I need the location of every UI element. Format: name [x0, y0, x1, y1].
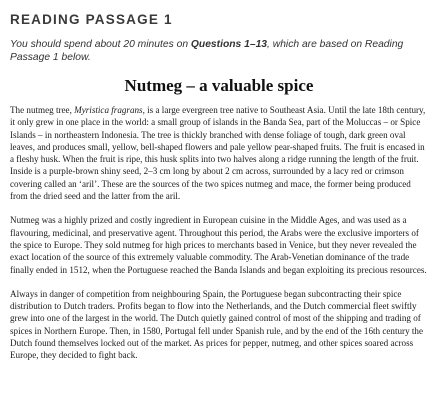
instructions-questions: Questions 1–13	[190, 39, 268, 50]
instructions-prefix: You should spend about 20 minutes on	[10, 39, 191, 50]
paragraph-1-rest: , is a large evergreen tree native to Southeast Asia. Until the late 18th century, it only grew in one place in the world: a small group of islands in the Banda Sea, part of the Moluccas – or Spice Islands – in northeastern Indonesia. The tree is thickly branched with dense foliage of tough, dark green oval leaves, and produces small, yellow, bell-shaped flowers and pale yellow pear-shaped fruits. The fruit is encased in a fleshy husk. When the fruit is ripe, this husk splits into two halves along a ridge running the length of the fruit. Inside is a purple-brown shiny seed, 2–3 cm long by about 2 cm across, surrounded by a lacy red or crimson covering called an ‘aril’. These are the sources of the two spices nutmeg and mace, the former being produced from the dried seed and the latter from the aril.	[10, 105, 426, 202]
paragraph-1-start: The nutmeg tree,	[10, 105, 75, 115]
passage-heading: READING PASSAGE 1	[10, 12, 173, 27]
instructions	[10, 38, 428, 64]
paragraph-1	[10, 104, 428, 202]
paragraph-2: Nutmeg was a highly prized and costly ingredient in European cuisine in the Middle Ages, and was used as a flavouring, medicinal, and preservative agent. Throughout this period, the Arabs were the exclusive importers of the spice to Europe. They sold nutmeg for high prices to merchants based in Venice, but they never revealed the exact location of the source of this extremely valuable commodity. The Arab-Venetian dominance of the trade finally ended in 1512, when the Portuguese reached the Banda Islands and began exploiting its precious resources.	[10, 215, 427, 275]
instructions-suffix: , which are based on Reading Passage 1 below.	[10, 39, 404, 63]
scientific-name: Myristica fragrans	[74, 105, 143, 115]
paragraph-3: Always in danger of competition from neighbouring Spain, the Portuguese began subcontracting their spice distribution to Dutch traders. Profits began to flow into the Netherlands, and the Dutch commercial fleet swiftly grew into one of the largest in the world. The Dutch quietly gained control of most of the shipping and trading of spices in Northern Europe. Then, in 1580, Portugal fell under Spanish rule, and by the end of the 16th century the Dutch found themselves locked out of the market. As prices for pepper, nutmeg, and other spices soared across Europe, they decided to fight back.	[10, 288, 423, 361]
passage-title: Nutmeg – a valuable spice	[124, 76, 314, 95]
